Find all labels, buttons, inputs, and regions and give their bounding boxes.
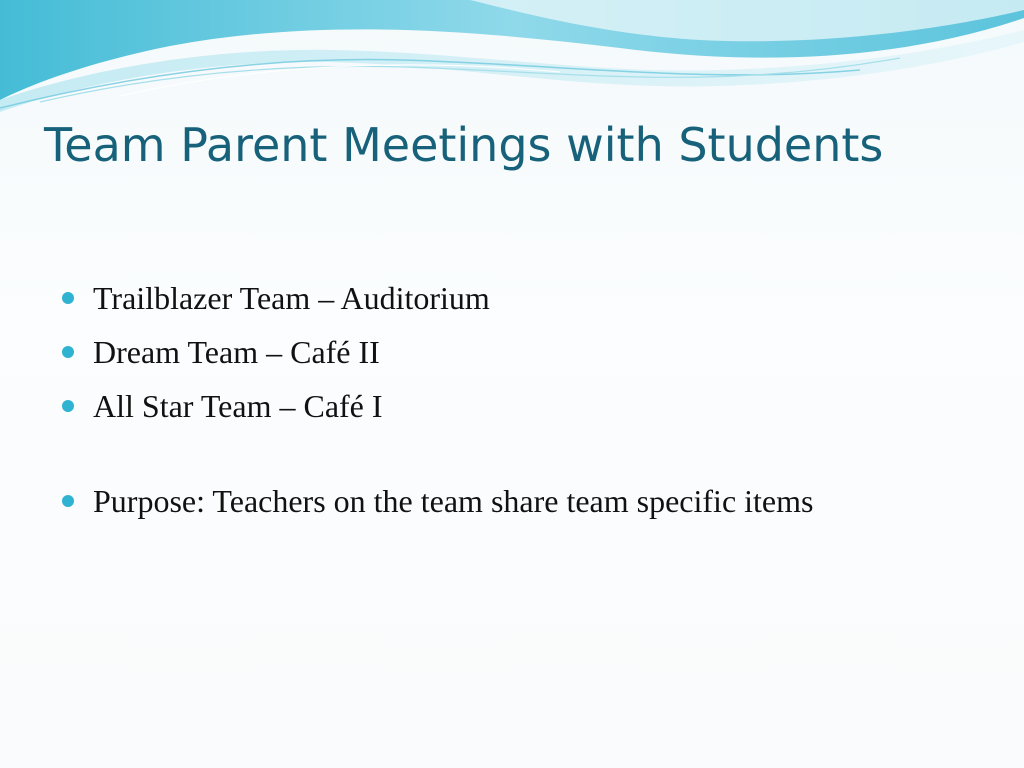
list-item xyxy=(62,384,942,428)
list-item-text: All Star Team – Café I xyxy=(93,388,383,424)
list-item-text: Trailblazer Team – Auditorium xyxy=(93,280,490,316)
list-item-text: Purpose: Teachers on the team share team specific items xyxy=(93,483,814,519)
bullet-icon xyxy=(62,292,74,304)
list-item xyxy=(62,276,942,320)
bullet-icon xyxy=(62,346,74,358)
bullet-list xyxy=(62,276,942,533)
bullet-icon xyxy=(62,400,74,412)
slide-title: Team Parent Meetings with Students xyxy=(44,118,884,172)
list-item xyxy=(62,330,942,374)
list-item xyxy=(62,479,942,523)
bullet-icon xyxy=(62,495,74,507)
list-item-text: Dream Team – Café II xyxy=(93,334,380,370)
